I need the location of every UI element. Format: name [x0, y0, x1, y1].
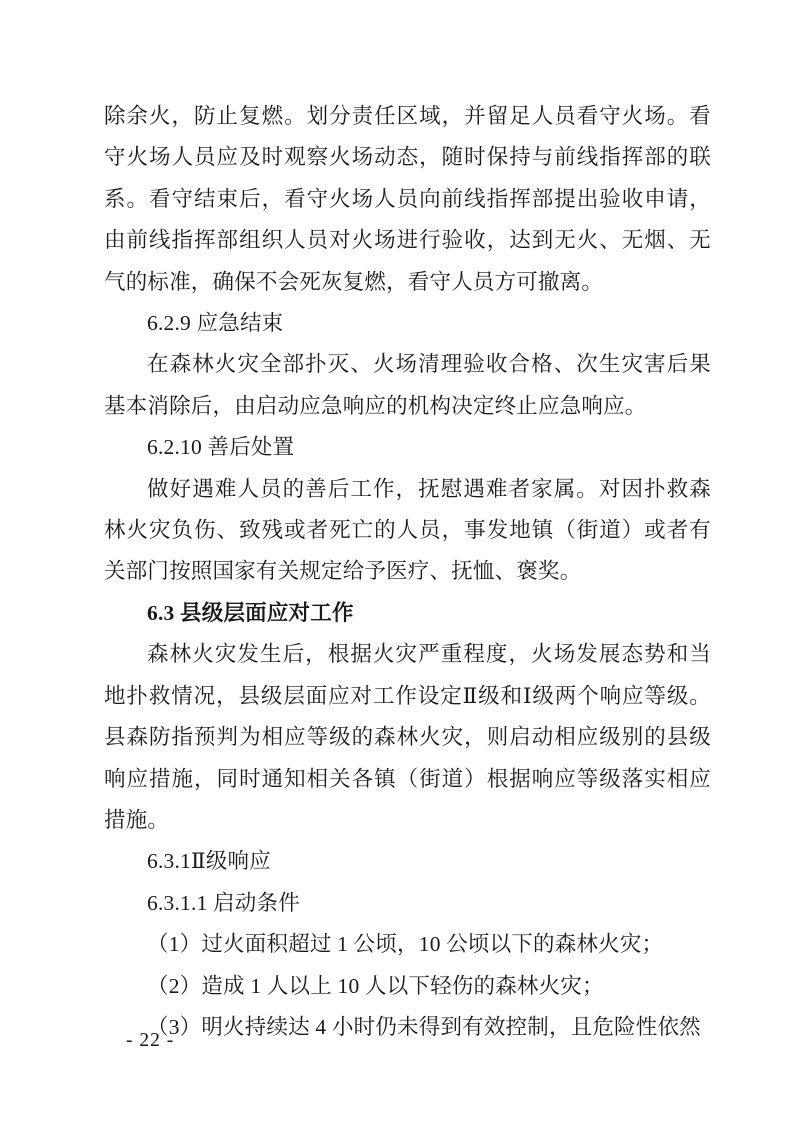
section-heading-6-3-1: 6.3.1Ⅱ级响应 — [147, 849, 271, 874]
list-item-2: （2）造成 1 人以上 10 人以下轻伤的森林火灾； — [147, 973, 604, 998]
list-item-1: （1）过火面积超过 1 公顷，10 公顷以下的森林火灾； — [147, 932, 664, 957]
body-paragraph-continued: 除余火，防止复燃。划分责任区域，并留足人员看守火场。看守火场人员应及时观察火场动态，随时保持与前线指挥部的联系。看守结束后，看守火场人员向前线指挥部提出验收申请，由前线指挥部组织人员对火场进行验收，达到无火、无烟、无气的标准，确保不会死灰复燃，看守人员方可撤离。 — [104, 104, 711, 294]
document-body — [104, 96, 711, 1048]
section-heading-6-3-1-1: 6.3.1.1 启动条件 — [147, 890, 300, 915]
list-item-3: （3）明火持续达 4 小时仍未得到有效控制，且危险性依然 — [147, 1014, 701, 1039]
body-paragraph: 做好遇难人员的善后工作，抚慰遇难者家属。对因扑救森林火灾负伤、致残或者死亡的人员，事发地镇（街道）或者有关部门按照国家有关规定给予医疗、抚恤、褒奖。 — [104, 476, 711, 584]
section-heading-6-2-9: 6.2.9 应急结束 — [147, 311, 284, 336]
section-heading-6-3: 6.3 县级层面应对工作 — [147, 600, 354, 625]
body-paragraph: 森林火灾发生后，根据火灾严重程度，火场发展态势和当地扑救情况，县级层面应对工作设定Ⅱ级和Ⅰ级两个响应等级。县森防指预判为相应等级的森林火灾，则启动相应级别的县级响应措施，同时通知相关各镇（街道）根据响应等级落实相应措施。 — [104, 642, 711, 832]
page-number: - 22 - — [126, 1030, 175, 1051]
section-heading-6-2-10: 6.2.10 善后处置 — [147, 435, 295, 460]
body-paragraph: 在森林火灾全部扑灭、火场清理验收合格、次生灾害后果基本消除后，由启动应急响应的机构决定终止应急响应。 — [104, 352, 711, 418]
